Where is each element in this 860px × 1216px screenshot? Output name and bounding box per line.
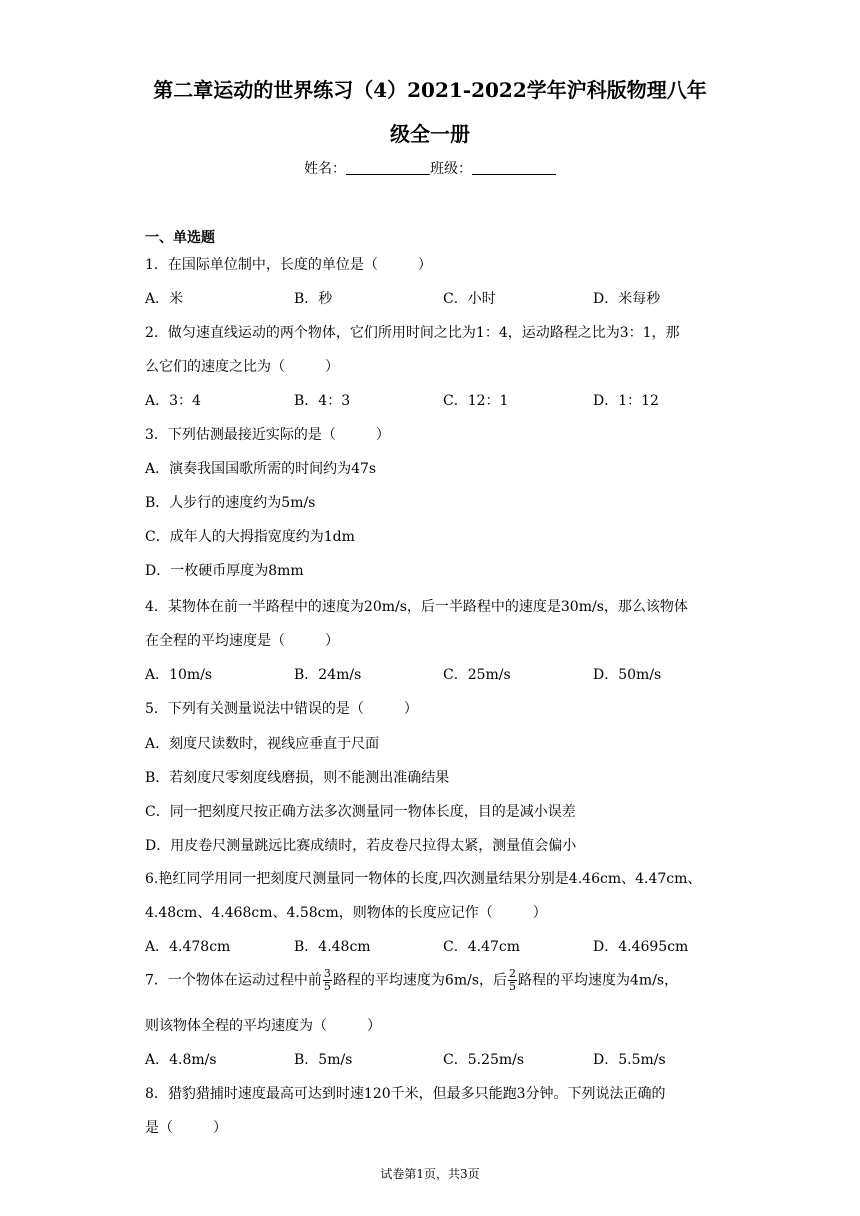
question-2: 2．做匀速直线运动的两个物体，它们所用时间之比为1：4，运动路程之比为3：1，那 <box>145 325 680 341</box>
class-label: 班级： <box>430 161 472 177</box>
question-7-continued: 则该物体全程的平均速度为（ ） <box>145 1018 381 1034</box>
question-5: 5．下列有关测量说法中错误的是（ ） <box>145 701 418 717</box>
q4-option-c: C．25m/s <box>443 667 511 683</box>
fraction-three-fifths: $\frac{3}{5}$ <box>323 967 331 993</box>
q7-option-a: A．4.8m/s <box>145 1052 217 1068</box>
class-blank <box>472 160 556 175</box>
q3-option-c: C．成年人的大拇指宽度约为1dm <box>145 529 355 545</box>
question-6: 6.艳红同学用同一把刻度尺测量同一物体的长度,四次测量结果分别是4.46cm、4.47cm、 <box>145 871 702 887</box>
question-3: 3．下列估测最接近实际的是（ ） <box>145 427 390 443</box>
q6-option-a: A．4.478cm <box>145 939 231 955</box>
q4-option-d: D．50m/s <box>593 667 662 683</box>
question-4-continued: 在全程的平均速度是（ ） <box>145 633 339 649</box>
q2-option-c: C．12：1 <box>443 393 509 409</box>
q7-option-b: B．5m/s <box>294 1052 353 1068</box>
q1-option-d: D．米每秒 <box>593 291 661 307</box>
question-8: 8．猎豹猎捕时速度最高可达到时速120千米，但最多只能跑3分钟。下列说法正确的 <box>145 1086 666 1102</box>
q5-option-a: A．刻度尺读数时，视线应垂直于尺面 <box>145 736 380 752</box>
q1-option-b: B．秒 <box>294 291 333 307</box>
q3-option-b: B．人步行的速度约为5m/s <box>145 495 316 511</box>
q5-option-b: B．若刻度尺零刻度线磨损，则不能测出准确结果 <box>145 770 450 786</box>
q4-option-a: A．10m/s <box>145 667 213 683</box>
page-title: 第二章运动的世界练习（4）2021-2022学年沪科版物理八年 <box>153 78 707 102</box>
q6-option-b: B．4.48cm <box>294 939 371 955</box>
q6-option-d: D．4.4695cm <box>593 939 689 955</box>
question-7: 7．一个物体在运动过程中前 $\frac{3}{5}$ 路程的平均速度为6m/s，后 $\frac{2}{5}$ 路程的平均速度为4m/s， <box>145 967 679 993</box>
page-footer: 试卷第1页，共3页 <box>380 1167 480 1181</box>
question-8-continued: 是（ ） <box>145 1120 227 1136</box>
q6-option-c: C．4.47cm <box>443 939 520 955</box>
q2-option-a: A．3：4 <box>145 393 201 409</box>
q1-option-a: A．米 <box>145 291 184 307</box>
student-info <box>0 158 860 178</box>
q2-option-b: B．4：3 <box>294 393 351 409</box>
question-2-continued: 么它们的速度之比为（ ） <box>145 359 339 375</box>
q1-option-c: C．小时 <box>443 291 496 307</box>
question-6-continued: 4.48cm、4.468cm、4.58cm，则物体的长度应记作（ ） <box>145 905 547 921</box>
q7-option-d: D．5.5m/s <box>593 1052 666 1068</box>
page-title-continued: 级全一册 <box>390 122 470 146</box>
name-label: 姓名： <box>304 161 346 177</box>
q2-option-d: D．1：12 <box>593 393 659 409</box>
q4-option-b: B．24m/s <box>294 667 362 683</box>
question-4: 4．某物体在前一半路程中的速度为20m/s，后一半路程中的速度是30m/s，那么该物体 <box>145 599 688 615</box>
q5-option-c: C．同一把刻度尺按正确方法多次测量同一物体长度，目的是减小误差 <box>145 804 576 820</box>
q7-option-c: C．5.25m/s <box>443 1052 525 1068</box>
fraction-two-fifths: $\frac{2}{5}$ <box>509 967 517 993</box>
q3-option-d: D．一枚硬币厚度为8mm <box>145 563 304 579</box>
q5-option-d: D．用皮卷尺测量跳远比赛成绩时，若皮卷尺拉得太紧，测量值会偏小 <box>145 838 577 854</box>
q3-option-a: A．演奏我国国歌所需的时间约为47s <box>145 461 377 477</box>
name-blank <box>346 160 430 175</box>
section-heading: 一、单选题 <box>145 230 215 246</box>
question-1: 1．在国际单位制中，长度的单位是（ ） <box>145 257 432 273</box>
